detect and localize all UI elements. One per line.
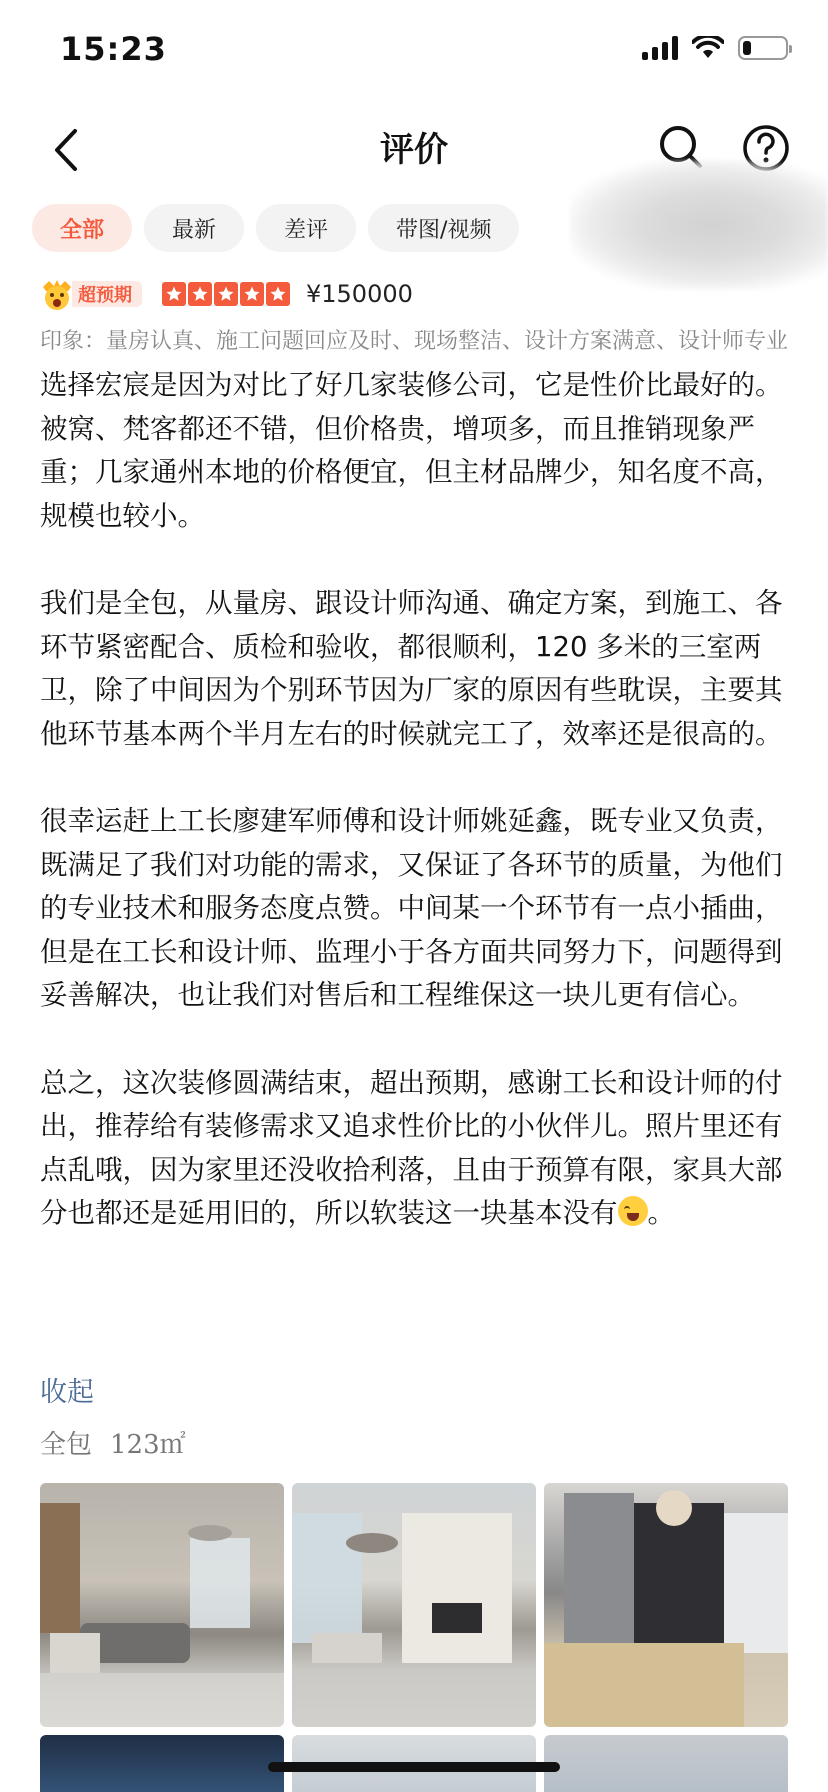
tab-with-media[interactable]: 带图/视频 — [368, 204, 519, 252]
review-photo-tv-wall[interactable] — [292, 1483, 536, 1727]
tab-all[interactable]: 全部 — [32, 204, 132, 252]
status-time: 15:23 — [60, 30, 167, 68]
collapse-link[interactable]: 收起 — [40, 1377, 94, 1408]
review-paragraph: 我们是全包，从量房、跟设计师沟通、确定方案，到施工、各环节紧密配合、质检和验收，都很顺利，120 多米的三室两卫，除了中间因为个别环节因为厂家的原因有些耽误，主要其他环节基本两个半月左右的时候就完工了，效率还是很高的。 — [40, 586, 783, 750]
star-rating — [162, 282, 290, 306]
review-photo-room[interactable] — [544, 1735, 788, 1792]
laughing-crying-emoji-icon — [618, 1196, 648, 1226]
review-text — [40, 364, 792, 1236]
review-price: ¥150000 — [306, 280, 413, 308]
wifi-icon — [692, 36, 724, 60]
cellular-signal-icon — [642, 36, 678, 60]
impression-tags: 印象：量房认真、施工问题回应及时、现场整洁、设计方案满意、设计师专业 — [40, 329, 788, 354]
house-info — [40, 1424, 186, 1461]
tab-negative[interactable]: 差评 — [256, 204, 356, 252]
status-icons — [642, 36, 788, 60]
surprised-face-icon — [40, 277, 74, 311]
star-icon — [266, 282, 290, 306]
review-meta — [40, 276, 413, 312]
package-type: 全包 — [40, 1430, 93, 1460]
review-paragraph — [40, 1062, 792, 1236]
home-indicator — [268, 1762, 560, 1772]
status-bar — [0, 0, 828, 100]
filter-tabs — [32, 204, 519, 252]
review-paragraph: 选择宏宸是因为对比了好几家装修公司，它是性价比最好的。被窝、梵客都还不错，但价格贵，增项多，而且推销现象严重；几家通州本地的价格便宜，但主材品牌少，知名度不高，规模也较小。 — [40, 369, 783, 532]
smudge-overlay — [570, 160, 828, 290]
review-photo-living-room[interactable] — [40, 1483, 284, 1727]
exceeds-expectation-badge — [40, 278, 142, 310]
page-title: 评价 — [380, 130, 448, 170]
review-paragraph-text: 总之，这次装修圆满结束，超出预期，感谢工长和设计师的付出，推荐给有装修需求又追求性价比的小伙伴儿。照片里还有点乱哦，因为家里还没收拾利落，且由于预算有限，家具大部分也都还是延用旧的，所以软装这一块基本没有 — [40, 1066, 783, 1230]
star-icon — [188, 282, 212, 306]
house-area: 123㎡ — [110, 1430, 186, 1460]
star-icon — [214, 282, 238, 306]
star-icon — [240, 282, 264, 306]
review-paragraph: 很幸运赶上工长廖建军师傅和设计师姚延鑫，既专业又负责，既满足了我们对功能的需求，又保证了各环节的质量，为他们的专业技术和服务态度点赞。中间某一个环节有一点小插曲，但是在工长和设计师、监理小于各方面共同努力下，问题得到妥善解决，也让我们对售后和工程维保这一块儿更有信心。 — [40, 804, 783, 1012]
star-icon — [162, 282, 186, 306]
review-paragraph-end: 。 — [647, 1197, 675, 1230]
photo-grid — [40, 1483, 788, 1792]
review-photo-window[interactable] — [40, 1735, 284, 1792]
review-photo-bedroom[interactable] — [544, 1483, 788, 1727]
tab-latest[interactable]: 最新 — [144, 204, 244, 252]
battery-icon — [738, 36, 788, 60]
badge-label: 超预期 — [72, 281, 142, 307]
